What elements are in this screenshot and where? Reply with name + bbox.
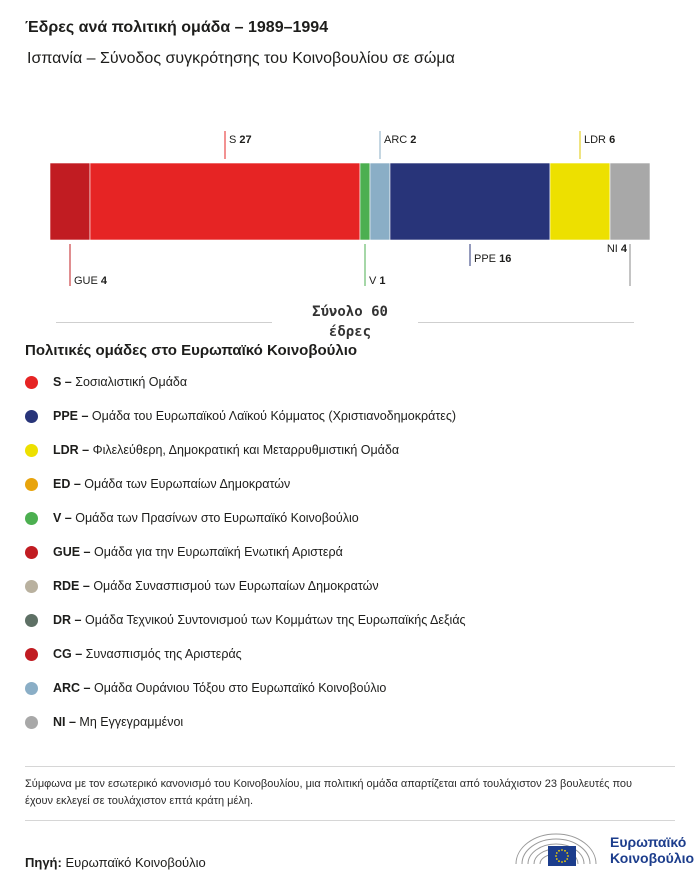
legend-color-dot [25,580,38,593]
legend-color-dot [25,512,38,525]
flag-star [555,855,557,857]
source-value: Ευρωπαϊκό Κοινοβούλιο [65,855,206,870]
legend-color-dot [25,410,38,423]
logo-text [610,834,694,866]
legend-name: Ομάδα για την Ευρωπαϊκή Ενωτική Αριστερά [94,545,343,559]
chart-title: Έδρες ανά πολιτική ομάδα – 1989–1994 [25,19,329,36]
legend-text [53,409,456,423]
legend-item [25,678,466,712]
legend-color-dot [25,614,38,627]
legend-abbr: NI – [53,715,76,729]
legend-name: Μη Εγγεγραμμένοι [79,715,184,729]
total-seats [270,302,430,342]
flag-star [564,860,566,862]
footnote: Σύμφωνα με τον εσωτερικό κανονισμό του Κοινοβουλίου, μια πολιτική ομάδα απαρτίζεται από τουλάχιστον 23 βουλευτές που έχουν εκλεγεί σε τουλάχιστον επτά κράτη μέλη. [25,778,633,807]
note-divider-top [25,766,675,767]
legend-text [53,477,290,491]
total-seats-count: Σύνολο 60 [312,304,388,320]
segment-label-ppe: PPE 16 [474,253,512,265]
flag-star [567,855,569,857]
bar-segment-ppe [390,163,550,240]
legend-abbr: ED – [53,477,81,491]
legend-item [25,406,466,440]
flag-star [558,850,560,852]
legend-color-dot [25,444,38,457]
legend-item [25,644,466,678]
legend-abbr: PPE – [53,409,89,423]
legend-color-dot [25,682,38,695]
source-label: Πηγή: [25,855,62,870]
flag-star [556,858,558,860]
legend-name: Ομάδα Τεχνικού Συντονισμού των Κομμάτων της Ευρωπαϊκής Δεξιάς [84,613,466,627]
source [25,855,206,870]
legend-abbr: GUE – [53,545,91,559]
legend-text [53,511,359,525]
legend-abbr: DR – [53,613,82,627]
bar-segment-gue [50,163,90,240]
legend-item [25,372,466,406]
chart-subtitle: Ισπανία – Σύνοδος συγκρότησης του Κοινοβουλίου σε σώμα [27,50,455,67]
flag-star [564,850,566,852]
legend-text [53,545,343,559]
total-seats-unit: έδρες [328,324,372,340]
bar-segment-v [360,163,370,240]
legend-name: Σοσιαλιστική Ομάδα [75,375,188,389]
legend-abbr: S – [53,375,72,389]
total-divider-right [418,322,634,323]
bar-segment-ldr [550,163,610,240]
legend-abbr: V – [53,511,72,525]
flag-star [556,852,558,854]
legend-item [25,712,466,746]
legend-text [53,715,183,729]
eu-flag [548,846,576,866]
total-divider-left [56,322,272,323]
legend-item [25,542,466,576]
legend-text [53,579,379,593]
bar-segment-arc [370,163,390,240]
flag-star [558,860,560,862]
segment-label-s: S 27 [229,134,252,146]
legend-name: Ομάδα του Ευρωπαϊκού Λαϊκού Κόμματος (Χριστιανοδημοκράτες) [91,409,457,423]
legend-text [53,613,466,627]
legend-color-dot [25,648,38,661]
legend-abbr: RDE – [53,579,90,593]
legend-color-dot [25,478,38,491]
segment-label-gue: GUE 4 [74,275,108,287]
logo-text-line2: Κοινοβούλιο [610,850,695,866]
logo-text-line1: Ευρωπαϊκό [610,834,687,850]
flag-star [566,852,568,854]
legend-title: Πολιτικές ομάδες στο Ευρωπαϊκό Κοινοβούλιο [25,342,358,359]
legend-name: Συνασπισμός της Αριστεράς [85,647,242,661]
segment-label-ni: NI 4 [606,243,627,255]
flag-star [561,861,563,863]
legend-color-dot [25,716,38,729]
note-divider-bottom [25,820,675,821]
legend-item [25,440,466,474]
legend-text [53,443,399,457]
legend-name: Φιλελεύθερη, Δημοκρατική και Μεταρρυθμιστική Ομάδα [92,443,400,457]
bar-segment-ni [610,163,650,240]
legend-text [53,647,242,661]
flag-star [561,849,563,851]
legend-item [25,508,466,542]
legend-text [53,375,187,389]
legend-name: Ομάδα των Ευρωπαίων Δημοκρατών [84,477,291,491]
legend-item [25,576,466,610]
legend-abbr: CG – [53,647,83,661]
legend-item [25,610,466,644]
segment-label-v: V 1 [369,275,386,287]
bar-segment-s [90,163,360,240]
legend-color-dot [25,376,38,389]
flag-star [566,858,568,860]
legend-text [53,681,386,695]
legend [25,372,466,746]
legend-name: Ομάδα των Πρασίνων στο Ευρωπαϊκό Κοινοβούλιο [75,511,359,525]
legend-abbr: LDR – [53,443,90,457]
legend-name: Ομάδα Συνασπισμού των Ευρωπαίων Δημοκρατών [93,579,379,593]
seat-distribution-chart [0,120,700,295]
legend-color-dot [25,546,38,559]
segment-label-arc: ARC 2 [384,134,417,146]
legend-abbr: ARC – [53,681,91,695]
legend-item [25,474,466,508]
segment-label-ldr: LDR 6 [584,134,616,146]
legend-name: Ομάδα Ουράνιου Τόξου στο Ευρωπαϊκό Κοινοβούλιο [94,681,387,695]
